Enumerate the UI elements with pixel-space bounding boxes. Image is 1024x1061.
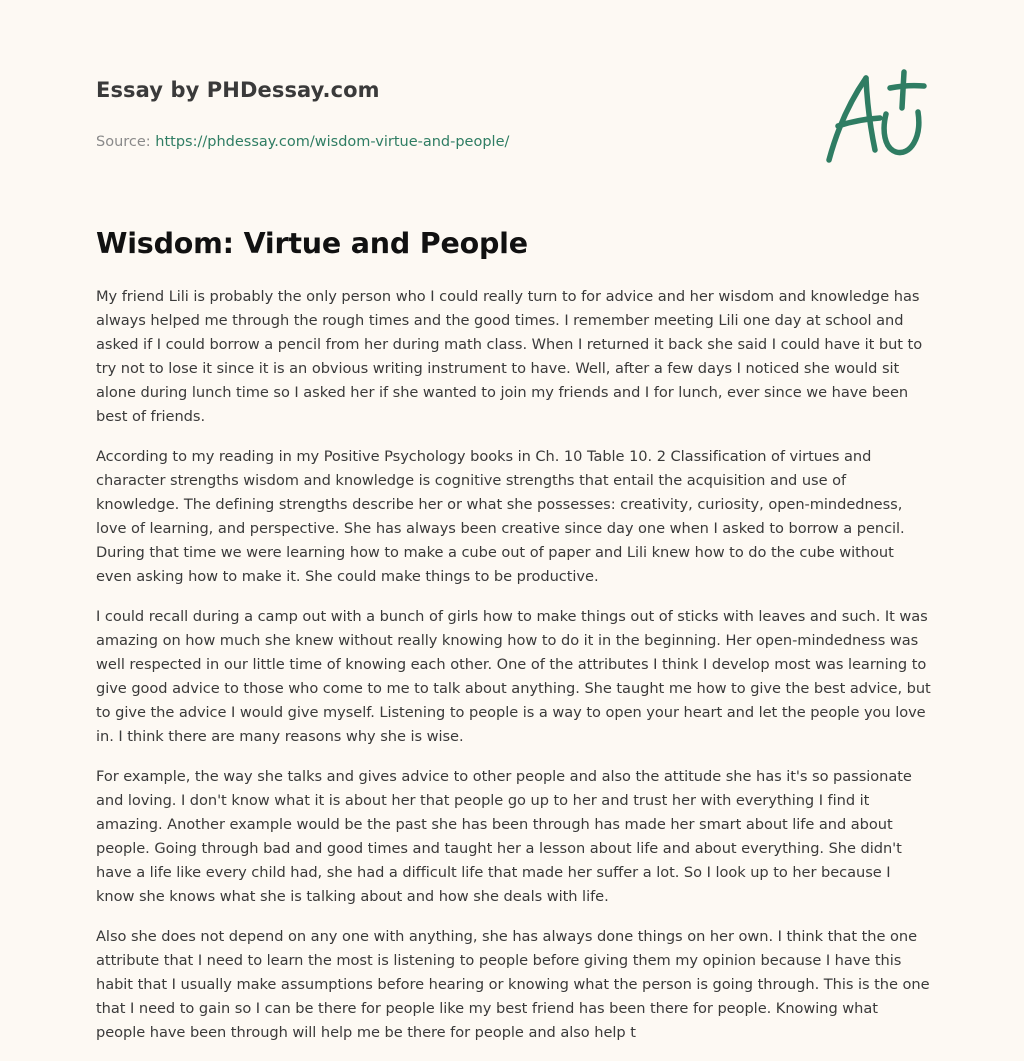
page-header — [96, 77, 796, 151]
essay-body — [96, 285, 931, 1061]
paragraph: For example, the way she talks and gives advice to other people and also the attitude she has it's so passionate and loving. I don't know what it is about her that people go up to her and trust her with everything I find it amazing. Another example would be the past she has been through has made her smart about life and about people. Going through bad and good times and taught her a lesson about life and about everything. She didn't have a life like every child had, she had a difficult life that made her suffer a lot. So I look up to her because I know she knows what she is talking about and how she deals with life. — [96, 768, 912, 905]
paragraph: My friend Lili is probably the only person who I could really turn to for advice and her wisdom and knowledge has always helped me through the rough times and the good times. I remember meeting Lili one day at school and asked if I could borrow a pencil from her during math class. When I returned it back she said I could have it but to try not to lose it since it is an obvious writing instrument to have. Well, after a few days I noticed she would sit alone during lunch time so I asked her if she wanted to join my friends and I for lunch, ever since we have been best of friends. — [96, 288, 923, 425]
a-plus-grade-icon — [820, 64, 932, 168]
source-link[interactable]: https://phdessay.com/wisdom-virtue-and-people/ — [155, 134, 510, 150]
source-label: Source: — [96, 134, 151, 150]
essay-title: Wisdom: Virtue and People — [96, 227, 528, 260]
paragraph: I could recall during a camp out with a bunch of girls how to make things out of sticks with leaves and such. It was amazing on how much she knew without really knowing how to do it in the beginning. Her open-mindedness was well respected in our little time of knowing each other. One of the attributes I think I develop most was learning to give good advice to those who come to me to talk about anything. She taught me how to give the best advice, but to give the advice I would give myself. Listening to people is a way to open your heart and let the people you love in. I think there are many reasons why she is wise. — [96, 608, 931, 745]
site-brand: Essay by PHDessay.com — [96, 78, 380, 102]
source-line — [96, 133, 796, 151]
paragraph: According to my reading in my Positive Psychology books in Ch. 10 Table 10. 2 Classification of virtues and character strengths wisdom and knowledge is cognitive strengths that entail the acquisition and use of knowledge. The defining strengths describe her or what she possesses: creativity, curiosity, open-mindedness, love of learning, and perspective. She has always been creative since day one when I asked to borrow a pencil. During that time we were learning how to make a cube out of paper and Lili knew how to do the cube without even asking how to make it. She could make things to be productive. — [96, 448, 905, 585]
paragraph: Also she does not depend on any one with anything, she has always done things on her own. I think that the one attribute that I need to learn the most is listening to people before giving them my opinion because I have this habit that I usually make assumptions before hearing or knowing what the person is going through. This is the one that I need to gain so I can be there for people like my best friend has been there for people. Knowing what people have been through will help me be there for people and also help t — [96, 928, 930, 1041]
